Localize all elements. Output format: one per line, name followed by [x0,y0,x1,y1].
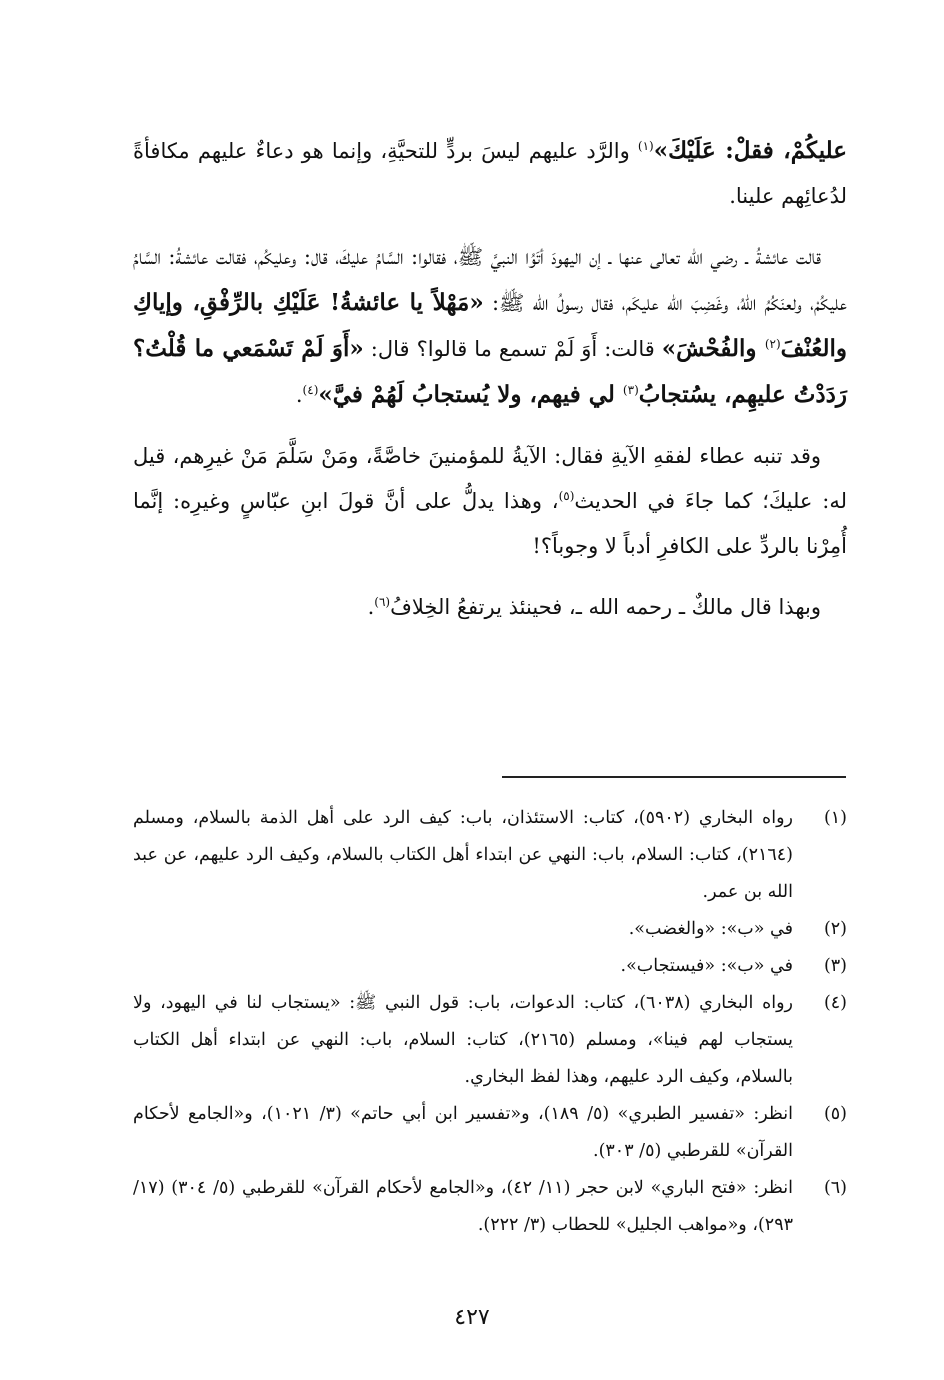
text-segment: وقد تنبه عطاء لفقهِ الآيةِ فقال: الآيةُ للمؤمنينَ خاصَّةً، ومَنْ سَلَّمَ مَنْ غيرِهم، قيل له: عليكَ؛ كما جاءَ في الحديث [133,444,847,513]
footnote [133,911,847,948]
text-segment: . [367,595,375,619]
text-segment: وبهذا قال مالكٌ ـ رحمه الله ـ، فحينئذ يرتفعُ الخِلافُ [390,595,821,619]
footnote-number: (١) [823,808,847,828]
hadith-text: «أَوَ لَمْ تَسْمَعي ما قُلْتُ؟ رَدَدْتُ عليهِم، يسُتجابُ [133,335,847,408]
footnote-marker[interactable]: (١) [637,139,654,153]
footnote-text: انظر: «فتح الباري» لابن حجر (١١/ ٤٢)، و«الجامع لأحكام القرآن» للقرطبي (٥/ ٣٠٤) (١٧/ ٢٩٣)، و«مواهب الجليل» للحطاب (٣/ ٢٢٢). [133,1178,794,1235]
footnote [133,1096,847,1170]
main-text [133,128,847,630]
footnote-text: في «ب»: «والغضب». [628,919,793,939]
footnote-number: (٢) [823,919,847,939]
footnote-text: رواه البخاري (٦٠٣٨)، كتاب: الدعوات، باب: قول النبي ﷺ: «يستجاب لنا في اليهود، ولا يستجاب لهم فينا»، ومسلم (٢١٦٥)، كتاب: السلام، باب: النهي عن ابتداء أهل الكتاب بالسلام، وكيف الرد عليهم، وهذا لفظ البخاري. [133,993,793,1087]
footnote-marker[interactable]: (٥) [558,489,575,503]
hadith-text: «مَهْلاً يا عائشةُ! عَلَيْكِ بالرِّفْقِ، وإياكِ والعُنْفَ [133,289,847,362]
text-segment: والرَّد عليهم ليسَ بردٍّ للتحيَّةِ، وإنما هو دعاءٌ عليهم مكافأةً لدُعائِهم علينا. [133,139,847,208]
footnote [133,1170,847,1244]
text-segment: قالت عائشةُ ـ رضي الله تعالى عنها ـ إن اليهودَ أتَوُا النبيَّ ﷺ، فقالوا: السَّامُ عليكَ، قال: وعليكُم، فقالت عائشةُ: السَّامُ عليكُمْ، ولعنَكُمُ اللهُ، وغَضِبَ الله عليكَم، فقال رسولُ الله ﷺ: [133,245,848,315]
footnote-number: (٣) [823,956,847,976]
text-segment: قالت: أَوَ لَمْ تسمع ما قالوا؟ قال: [363,337,662,361]
hadith-text: والفُحْشَ» [661,335,765,362]
footnote [133,985,847,1096]
footnote-number: (٤) [823,993,847,1013]
text-segment: ، وهذا يدلُّ على أنَّ قولَ ابنِ عبّاسٍ وغيرِه: إنَّما أُمِرْنا بالردِّ على الكافرِ أدباً لا وجوباً؟! [133,489,847,558]
footnote-text: في «ب»: «فيستجاب». [620,956,793,976]
paragraph-2 [133,235,847,418]
footnote-text: رواه البخاري (٥٩٠٢)، كتاب: الاستئذان، باب: كيف الرد على أهل الذمة بالسلام، ومسلم (٢١٦٤)، كتاب: السلام، باب: النهي عن ابتداء أهل الكتاب بالسلام، وكيف الرد عليهم، عن عبد الله بن عمر. [133,808,793,902]
footnotes [133,800,847,1244]
hadith-text: لي فيهم، ولا يُستجابُ لَهُمْ فيَّ» [318,381,623,408]
footnote-divider [502,776,846,778]
footnote-number: (٥) [823,1104,847,1124]
footnote-marker[interactable]: (٣) [622,383,639,397]
footnote-marker[interactable]: (٢) [764,337,781,351]
footnote-marker[interactable]: (٤) [302,383,319,397]
footnote [133,800,847,911]
text-segment: . [295,383,303,407]
footnote [133,948,847,985]
page-number: ٤٢٧ [454,1305,490,1330]
footnote-text: انظر: «تفسير الطبري» (٥/ ١٨٩)، و«تفسير ابن أبي حاتم» (٣/ ١٠٢١)، و«الجامع لأحكام القرآن» للقرطبي (٥/ ٣٠٣). [133,1104,793,1161]
hadith-text: عليكُمْ، فقلْ: عَلَيْكَ» [653,137,847,164]
paragraph-1 [133,128,847,219]
paragraph-4 [133,585,847,630]
footnote-marker[interactable]: (٦) [374,595,391,609]
footnote-number: (٦) [823,1178,847,1198]
paragraph-3 [133,434,847,569]
